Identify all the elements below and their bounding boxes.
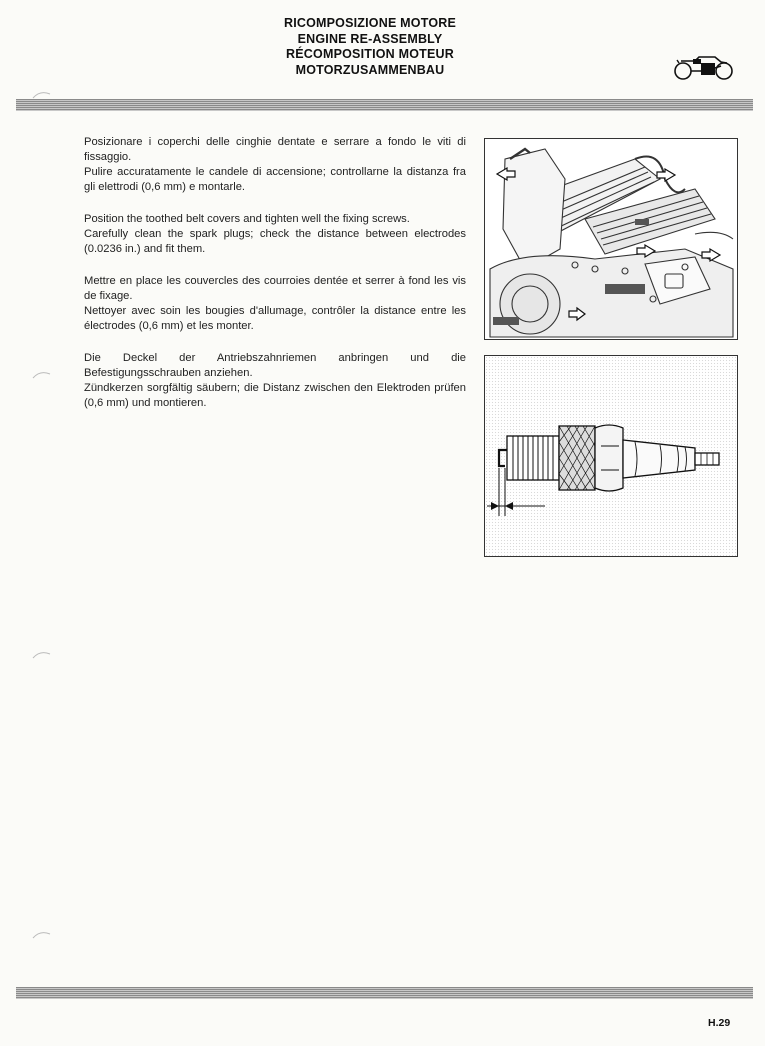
- engine-belt-cover-illustration: [484, 138, 738, 340]
- paragraph-english: [84, 212, 466, 257]
- footer-rule: [16, 987, 753, 999]
- paragraph-german: [84, 351, 466, 411]
- instructions-column: [84, 135, 466, 428]
- instruction-line: Position the toothed belt covers and tighten well the fixing screws.: [84, 213, 410, 225]
- page-number: H.29: [708, 1017, 731, 1029]
- page-title: [200, 16, 540, 78]
- title-italian: RICOMPOSIZIONE MOTORE: [283, 16, 457, 30]
- margin-mark: [32, 88, 52, 100]
- title-german: MOTORZUSAMMENBAU: [295, 62, 445, 77]
- title-english: ENGINE RE-ASSEMBLY: [297, 31, 443, 46]
- margin-mark: [32, 648, 52, 660]
- motorcycle-icon: [671, 50, 735, 82]
- margin-mark: [32, 368, 52, 380]
- paragraph-italian: [84, 135, 466, 195]
- instruction-line: Mettre en place les couvercles des courroies dentée et serrer à fond les vis de fixage.: [84, 275, 466, 302]
- title-french: RÉCOMPOSITION MOTEUR: [286, 47, 454, 61]
- paragraph-french: [84, 274, 466, 334]
- instruction-line: Posizionare i coperchi delle cinghie dentate e serrare a fondo le viti di fissaggio.: [84, 136, 466, 163]
- instruction-line: Nettoyer avec soin les bougies d'allumage, contrôler la distance entre les électrodes (0,6 mm) et les monter.: [84, 305, 466, 332]
- instruction-line: Pulire accuratamente le candele di accensione; controllarne la distanza fra gli elettrodi (0,6 mm) e montarle.: [84, 166, 466, 193]
- spark-plug-illustration: [484, 355, 738, 557]
- header-rule: [16, 99, 753, 111]
- instruction-line: Carefully clean the spark plugs; check the distance between electrodes (0.0236 in.) and fit them.: [84, 228, 466, 255]
- margin-mark: [32, 928, 52, 940]
- instruction-line: Zündkerzen sorgfältig säubern; die Distanz zwischen den Elektroden prüfen (0,6 mm) und montieren.: [84, 382, 466, 409]
- instruction-line: Die Deckel der Antriebszahnriemen anbringen und die Befestigungsschrauben anziehen.: [84, 352, 466, 379]
